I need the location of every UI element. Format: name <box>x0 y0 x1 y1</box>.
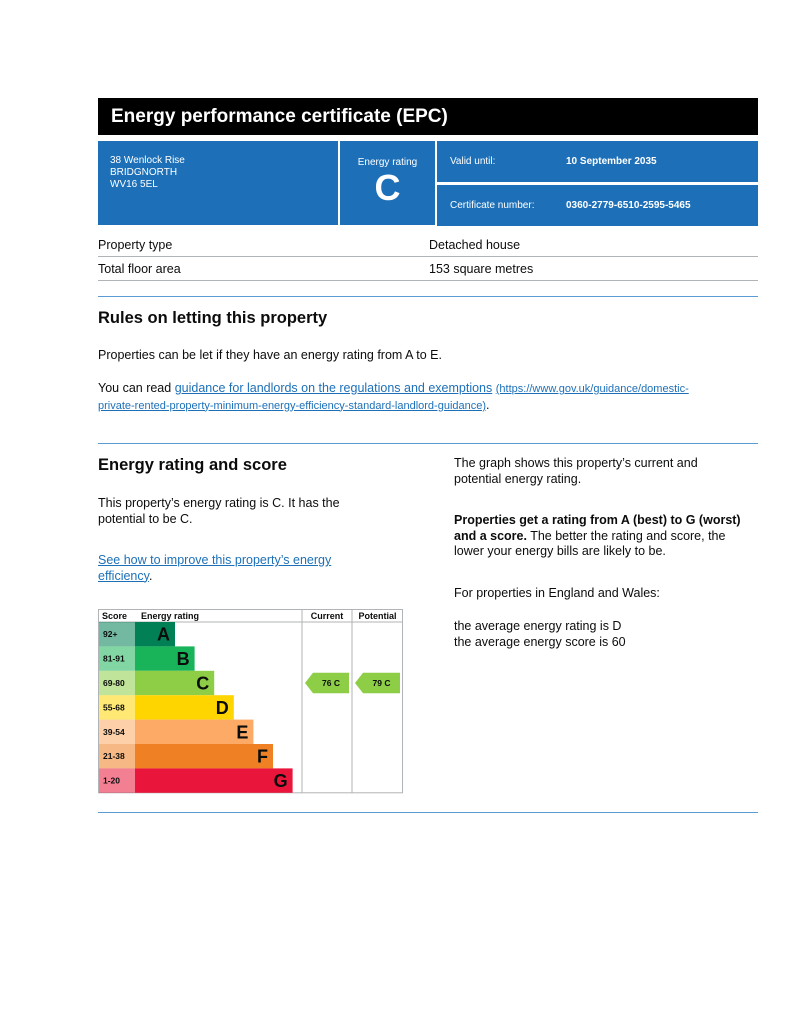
rating-explanation-rest-2: lower your energy bills are likely to be. <box>454 544 666 558</box>
section-divider <box>98 296 758 297</box>
average-rating-line: the average energy rating is D <box>454 619 622 633</box>
energy-rating-box <box>340 141 435 225</box>
band-letter-b: B <box>176 649 190 670</box>
england-wales-note: For properties in England and Wales: <box>454 586 660 600</box>
address-line-1: 38 Wenlock Rise <box>110 155 185 166</box>
band-bar-g <box>135 768 293 792</box>
guidance-suffix: . <box>486 397 490 412</box>
floor-area-label: Total floor area <box>98 262 181 276</box>
score-line-2: potential to be C. <box>98 511 193 526</box>
band-letter-e: E <box>236 722 249 743</box>
band-letter-f: F <box>257 746 268 767</box>
band-score-label: 92+ <box>103 629 118 640</box>
chart-header-potential: Potential <box>358 611 397 621</box>
address-line-3: WV16 5EL <box>110 179 158 190</box>
graph-explanation-line-2: potential energy rating. <box>454 471 582 486</box>
valid-until-value: 10 September 2035 <box>566 156 657 167</box>
potential-rating-label: 79 C <box>372 678 391 688</box>
certificate-number-row <box>437 185 758 226</box>
band-letter-g: G <box>273 771 288 792</box>
certificate-number-label: Certificate number: <box>450 200 535 211</box>
average-score-line: the average energy score is 60 <box>454 634 626 649</box>
band-score-label: 81-91 <box>103 653 125 664</box>
band-score-label: 69-80 <box>103 678 125 688</box>
guidance-url-1[interactable]: (https://www.gov.uk/guidance/domestic- <box>495 383 689 395</box>
guidance-link[interactable]: guidance for landlords on the regulations and exemptions <box>174 381 493 395</box>
band-bar-f <box>135 744 273 768</box>
band-letter-c: C <box>196 673 210 694</box>
band-score-label: 1-20 <box>103 775 121 786</box>
page-title: Energy performance certificate (EPC) <box>98 98 758 135</box>
chart-header-rating: Energy rating <box>141 611 200 621</box>
property-type-label: Property type <box>98 238 173 252</box>
section-divider <box>98 443 758 444</box>
current-rating-label: 76 C <box>322 678 340 688</box>
chart-header-current: Current <box>310 611 344 621</box>
section-divider <box>98 812 758 813</box>
band-score-label: 55-68 <box>103 702 125 713</box>
guidance-url-2[interactable]: private-rented-property-minimum-energy-efficiency-standard-landlord-guidance) <box>98 399 487 412</box>
band-score-label: 21-38 <box>103 751 125 762</box>
score-paragraph <box>98 496 340 527</box>
address-line-2: BRIDGNORTH <box>110 167 178 178</box>
band-letter-d: D <box>215 697 229 718</box>
property-address <box>98 141 338 225</box>
score-line-1: This property’s energy rating is C. It has the <box>98 496 340 510</box>
graph-explanation-line-1: The graph shows this property’s current and <box>454 456 698 470</box>
energy-rating-label: Energy rating <box>357 157 418 168</box>
improve-link-line-1[interactable]: See how to improve this property’s energy <box>98 553 332 567</box>
band-score-label: 39-54 <box>103 726 125 737</box>
rules-heading: Rules on letting this property <box>98 309 328 327</box>
rating-explanation-rest-1: The better the rating and score, the <box>526 528 726 543</box>
rules-guidance-paragraph <box>98 381 758 414</box>
rating-explanation-bold-2: and a score. <box>454 528 527 543</box>
energy-rating-value: C <box>374 167 401 208</box>
rating-explanation <box>454 513 741 560</box>
floor-area-value: 153 square metres <box>429 262 534 276</box>
improve-link-suffix: . <box>148 568 153 583</box>
certificate-number-value: 0360-2779-6510-2595-5465 <box>566 200 691 211</box>
graph-explanation <box>454 456 698 487</box>
average-ratings <box>454 619 626 650</box>
improve-link-block <box>98 553 331 584</box>
property-type-value: Detached house <box>429 238 521 252</box>
band-letter-a: A <box>157 624 170 645</box>
property-type-row <box>98 233 758 257</box>
energy-rating-chart <box>98 609 404 797</box>
valid-until-row <box>437 141 758 182</box>
valid-until-label: Valid until: <box>450 156 496 167</box>
guidance-prefix: You can read <box>98 381 175 395</box>
score-heading: Energy rating and score <box>98 456 287 474</box>
rules-paragraph: Properties can be let if they have an energy rating from A to E. <box>98 348 442 362</box>
chart-header-score: Score <box>102 611 128 621</box>
rating-explanation-bold-1: Properties get a rating from A (best) to G (worst) <box>454 513 741 527</box>
floor-area-row <box>98 257 758 281</box>
improve-link-line-2[interactable]: efficiency <box>98 568 149 583</box>
